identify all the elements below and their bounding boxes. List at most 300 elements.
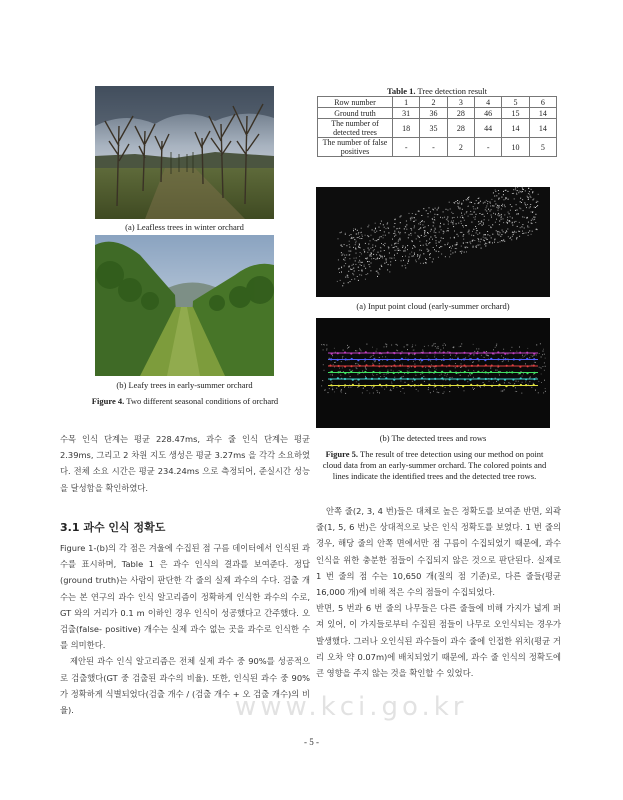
point-cloud-point: [376, 351, 377, 352]
point-cloud-point: [468, 375, 469, 376]
point-cloud-point: [379, 268, 380, 269]
point-cloud-point: [460, 232, 461, 233]
point-cloud-point: [360, 262, 361, 263]
point-cloud-point: [523, 373, 524, 374]
point-cloud-point: [359, 246, 360, 247]
detected-tree-point: [421, 371, 423, 373]
detected-tree-point: [393, 372, 395, 374]
point-cloud-point: [399, 228, 400, 229]
point-cloud-point: [467, 247, 468, 248]
point-cloud-point: [510, 204, 511, 205]
detected-tree-point: [463, 352, 465, 354]
point-cloud-point: [382, 386, 383, 387]
point-cloud-point: [524, 356, 525, 357]
point-cloud-point: [445, 373, 446, 374]
point-cloud-point: [528, 199, 529, 200]
point-cloud-point: [495, 222, 496, 223]
point-cloud-point: [508, 236, 509, 237]
point-cloud-point: [461, 232, 462, 233]
point-cloud-point: [527, 197, 528, 198]
point-cloud-point: [427, 232, 428, 233]
detected-tree-point: [337, 359, 339, 361]
point-cloud-point: [385, 344, 386, 345]
point-cloud-point: [433, 345, 434, 346]
point-cloud-point: [476, 232, 477, 233]
point-cloud-point: [378, 252, 379, 253]
point-cloud-point: [360, 238, 361, 239]
point-cloud-point: [350, 376, 351, 377]
point-cloud-point: [400, 232, 401, 233]
point-cloud-point: [456, 244, 457, 245]
point-cloud-point: [510, 383, 511, 384]
table-row-label: The number of false positives: [318, 138, 393, 157]
detected-tree-point: [378, 378, 380, 380]
point-cloud-point: [361, 270, 362, 271]
point-cloud-point: [496, 381, 497, 382]
point-cloud-point: [488, 220, 489, 221]
point-cloud-point: [361, 228, 362, 229]
point-cloud-point: [468, 231, 469, 232]
point-cloud-point: [365, 279, 366, 280]
point-cloud-point: [484, 244, 485, 245]
point-cloud-point: [481, 221, 482, 222]
point-cloud-point: [525, 363, 526, 364]
point-cloud-point: [342, 254, 343, 255]
point-cloud-point: [407, 263, 408, 264]
point-cloud-point: [459, 202, 460, 203]
detected-tree-point: [421, 377, 423, 379]
point-cloud-point: [483, 237, 484, 238]
paragraph: 반면, 5 번과 6 번 줄의 나무들은 다른 줄들에 비해 가지가 넓게 퍼져 있어, 이 가지들로부터 수집된 점들이 나무로 오인식되는 경우가 발생했다. 그러나 오인식된 과수들이 과수 줄에 인접한 위치(평균 거리 오차 약 0.07m)에 배치되었기 때문에, 과수 줄 인식의 정확도에 큰 영향을 주지 않는 것을 확인할 수 있었다.: [316, 603, 561, 679]
point-cloud-point: [361, 269, 362, 270]
detected-tree-point: [344, 365, 346, 367]
point-cloud-point: [501, 197, 502, 198]
detected-tree-point: [350, 371, 352, 373]
detected-tree-point: [373, 358, 375, 360]
table-1-title-text: Tree detection result: [417, 86, 488, 96]
point-cloud-point: [483, 203, 484, 204]
point-cloud-point: [375, 228, 376, 229]
point-cloud-point: [424, 234, 425, 235]
detected-tree-point: [364, 358, 366, 360]
point-cloud-point: [406, 229, 407, 230]
point-cloud-point: [516, 351, 517, 352]
point-cloud-point: [373, 239, 374, 240]
point-cloud-point: [434, 217, 435, 218]
point-cloud-point: [531, 387, 532, 388]
point-cloud-point: [516, 381, 517, 382]
point-cloud-point: [426, 244, 427, 245]
point-cloud-point: [374, 249, 375, 250]
point-cloud-point: [526, 207, 527, 208]
detected-tree-point: [393, 385, 395, 387]
point-cloud-point: [491, 227, 492, 228]
point-cloud-point: [386, 228, 387, 229]
point-cloud-point: [334, 367, 335, 368]
point-cloud-point: [386, 259, 387, 260]
point-cloud-point: [489, 241, 490, 242]
point-cloud-point: [358, 247, 359, 248]
point-cloud-point: [440, 225, 441, 226]
point-cloud-point: [369, 393, 370, 394]
detected-tree-point: [477, 358, 479, 360]
detected-tree-point: [435, 365, 437, 367]
point-cloud-point: [527, 196, 528, 197]
point-cloud-point: [408, 237, 409, 238]
point-cloud-point: [469, 230, 470, 231]
point-cloud-point: [359, 348, 360, 349]
point-cloud-point: [391, 382, 392, 383]
point-cloud-point: [433, 391, 434, 392]
point-cloud-point: [463, 234, 464, 235]
point-cloud-point: [348, 282, 349, 283]
detected-tree-point: [414, 378, 416, 380]
point-cloud-point: [323, 364, 324, 365]
point-cloud-point: [463, 239, 464, 240]
point-cloud-point: [484, 238, 485, 239]
point-cloud-point: [373, 393, 374, 394]
point-cloud-point: [340, 280, 341, 281]
point-cloud-point: [353, 247, 354, 248]
point-cloud-point: [369, 256, 370, 257]
point-cloud-point: [342, 358, 343, 359]
point-cloud-point: [358, 267, 359, 268]
point-cloud-point: [478, 245, 479, 246]
detected-tree-point: [385, 365, 387, 367]
point-cloud-point: [484, 216, 485, 217]
point-cloud-point: [391, 345, 392, 346]
point-cloud-point: [361, 238, 362, 239]
point-cloud-point: [501, 205, 502, 206]
detected-tree-point: [449, 384, 451, 386]
point-cloud-point: [400, 391, 401, 392]
point-cloud-point: [514, 198, 515, 199]
point-cloud-point: [491, 215, 492, 216]
table-row-label: Ground truth: [318, 108, 393, 119]
point-cloud-point: [435, 235, 436, 236]
point-cloud-point: [458, 236, 459, 237]
point-cloud-point: [412, 213, 413, 214]
point-cloud-point: [495, 214, 496, 215]
point-cloud-point: [345, 263, 346, 264]
point-cloud-point: [484, 357, 485, 358]
point-cloud-point: [379, 357, 380, 358]
detected-rows-image: [316, 318, 550, 428]
point-cloud-point: [348, 277, 349, 278]
point-cloud-point: [528, 235, 529, 236]
detected-tree-point: [469, 353, 471, 355]
point-cloud-point: [501, 216, 502, 217]
point-cloud-point: [477, 234, 478, 235]
point-cloud-point: [352, 269, 353, 270]
point-cloud-point: [503, 360, 504, 361]
point-cloud-point: [438, 346, 439, 347]
point-cloud-point: [398, 248, 399, 249]
point-cloud-point: [360, 349, 361, 350]
point-cloud-point: [355, 229, 356, 230]
point-cloud-point: [490, 367, 491, 368]
point-cloud-point: [439, 375, 440, 376]
point-cloud-point: [507, 217, 508, 218]
point-cloud-point: [466, 251, 467, 252]
point-cloud-point: [426, 245, 427, 246]
table-cell: -: [474, 138, 501, 157]
point-cloud-point: [488, 209, 489, 210]
point-cloud-point: [467, 198, 468, 199]
point-cloud-point: [358, 232, 359, 233]
point-cloud-point: [423, 253, 424, 254]
point-cloud-point: [348, 251, 349, 252]
point-cloud-point: [332, 388, 333, 389]
point-cloud-point: [379, 363, 380, 364]
point-cloud-point: [472, 240, 473, 241]
point-cloud-point: [358, 237, 359, 238]
point-cloud-point: [391, 258, 392, 259]
detected-tree-point: [357, 378, 359, 380]
point-cloud-point: [432, 218, 433, 219]
point-cloud-point: [478, 238, 479, 239]
point-cloud-point: [355, 248, 356, 249]
point-cloud-point: [502, 206, 503, 207]
point-cloud-point: [439, 242, 440, 243]
point-cloud-point: [435, 208, 436, 209]
point-cloud-point: [341, 390, 342, 391]
point-cloud-point: [543, 349, 544, 350]
point-cloud-point: [423, 208, 424, 209]
point-cloud-point: [362, 371, 363, 372]
point-cloud-point: [410, 233, 411, 234]
point-cloud-point: [516, 391, 517, 392]
detected-tree-point: [492, 352, 494, 354]
point-cloud-point: [519, 236, 520, 237]
point-cloud-point: [346, 245, 347, 246]
point-cloud-point: [542, 366, 543, 367]
point-cloud-point: [522, 187, 523, 188]
detected-tree-point: [435, 358, 437, 360]
point-cloud-point: [511, 239, 512, 240]
point-cloud-point: [501, 214, 502, 215]
point-cloud-point: [338, 259, 339, 260]
detected-tree-point: [338, 385, 340, 387]
detected-tree-point: [490, 371, 492, 373]
point-cloud-point: [397, 253, 398, 254]
point-cloud-point: [428, 345, 429, 346]
point-cloud-point: [525, 205, 526, 206]
detected-tree-point: [434, 371, 436, 373]
point-cloud-point: [450, 254, 451, 255]
point-cloud-point: [460, 375, 461, 376]
point-cloud-point: [391, 390, 392, 391]
point-cloud-point: [381, 265, 382, 266]
point-cloud-point: [528, 188, 529, 189]
point-cloud-point: [426, 210, 427, 211]
point-cloud-point: [430, 392, 431, 393]
point-cloud-point: [414, 254, 415, 255]
detected-tree-point: [434, 378, 436, 380]
point-cloud-point: [498, 213, 499, 214]
point-cloud-point: [414, 364, 415, 365]
tree-detection-table: [317, 96, 557, 157]
point-cloud-point: [363, 249, 364, 250]
point-cloud-point: [455, 252, 456, 253]
point-cloud-point: [347, 345, 348, 346]
point-cloud-point: [528, 193, 529, 194]
point-cloud-point: [532, 218, 533, 219]
point-cloud-point: [384, 389, 385, 390]
point-cloud-point: [520, 208, 521, 209]
detected-tree-point: [358, 372, 360, 374]
point-cloud-point: [357, 237, 358, 238]
point-cloud-point: [352, 370, 353, 371]
point-cloud-point: [379, 237, 380, 238]
point-cloud-point: [390, 264, 391, 265]
point-cloud-point: [425, 367, 426, 368]
detected-tree-point: [428, 359, 430, 361]
point-cloud-point: [478, 348, 479, 349]
point-cloud-point: [371, 263, 372, 264]
point-cloud-point: [445, 256, 446, 257]
point-cloud-point: [497, 207, 498, 208]
point-cloud-point: [532, 231, 533, 232]
point-cloud-point: [343, 259, 344, 260]
point-cloud-point: [362, 236, 363, 237]
point-cloud-point: [433, 225, 434, 226]
point-cloud-point: [420, 263, 421, 264]
point-cloud-point: [407, 349, 408, 350]
point-cloud-point: [519, 347, 520, 348]
point-cloud-point: [427, 249, 428, 250]
point-cloud-point: [428, 216, 429, 217]
point-cloud-point: [460, 221, 461, 222]
point-cloud-point: [400, 222, 401, 223]
point-cloud-point: [443, 355, 444, 356]
point-cloud-point: [424, 230, 425, 231]
point-cloud-point: [359, 274, 360, 275]
point-cloud-point: [408, 261, 409, 262]
point-cloud-point: [494, 201, 495, 202]
point-cloud-point: [523, 357, 524, 358]
point-cloud-point: [417, 256, 418, 257]
point-cloud-point: [461, 343, 462, 344]
point-cloud-point: [355, 350, 356, 351]
detected-tree-point: [498, 384, 500, 386]
detected-tree-point: [519, 359, 521, 361]
point-cloud-point: [326, 348, 327, 349]
detected-tree-point: [344, 378, 346, 380]
point-cloud-point: [365, 235, 366, 236]
point-cloud-point: [380, 247, 381, 248]
point-cloud-point: [523, 210, 524, 211]
point-cloud-point: [507, 229, 508, 230]
detected-tree-point: [533, 365, 535, 367]
detected-tree-point: [365, 364, 367, 366]
point-cloud-point: [530, 377, 531, 378]
point-cloud-point: [499, 375, 500, 376]
detected-tree-point: [385, 384, 387, 386]
point-cloud-point: [386, 374, 387, 375]
point-cloud-point: [383, 235, 384, 236]
detected-tree-point: [449, 358, 451, 360]
point-cloud-point: [486, 211, 487, 212]
point-cloud-point: [489, 235, 490, 236]
point-cloud-point: [417, 255, 418, 256]
detected-tree-point: [533, 378, 535, 380]
point-cloud-point: [491, 199, 492, 200]
point-cloud-point: [487, 239, 488, 240]
point-cloud-point: [522, 233, 523, 234]
point-cloud-point: [371, 258, 372, 259]
point-cloud-point: [477, 208, 478, 209]
point-cloud-point: [442, 217, 443, 218]
point-cloud-point: [454, 237, 455, 238]
point-cloud-point: [326, 345, 327, 346]
detected-tree-point: [526, 358, 528, 360]
point-cloud-point: [480, 387, 481, 388]
point-cloud-point: [502, 361, 503, 362]
point-cloud-point: [398, 250, 399, 251]
point-cloud-point: [407, 344, 408, 345]
point-cloud-point: [367, 258, 368, 259]
point-cloud-point: [537, 229, 538, 230]
point-cloud-point: [455, 367, 456, 368]
point-cloud-point: [347, 275, 348, 276]
point-cloud-point: [523, 189, 524, 190]
detected-tree-point: [407, 359, 409, 361]
point-cloud-point: [450, 209, 451, 210]
point-cloud-point: [414, 253, 415, 254]
point-cloud-point: [508, 212, 509, 213]
detected-tree-point: [428, 384, 430, 386]
point-cloud-point: [510, 237, 511, 238]
point-cloud-point: [365, 376, 366, 377]
point-cloud-point: [437, 392, 438, 393]
point-cloud-point: [509, 371, 510, 372]
table-1-title: [317, 86, 557, 96]
point-cloud-point: [334, 391, 335, 392]
point-cloud-point: [390, 389, 391, 390]
point-cloud-point: [533, 217, 534, 218]
detected-tree-point: [505, 385, 507, 387]
detected-tree-point: [331, 353, 333, 355]
point-cloud-point: [439, 232, 440, 233]
point-cloud-point: [520, 198, 521, 199]
detected-tree-point: [477, 377, 479, 379]
point-cloud-point: [535, 214, 536, 215]
point-cloud-point: [512, 232, 513, 233]
point-cloud-point: [398, 243, 399, 244]
point-cloud-point: [476, 228, 477, 229]
detected-tree-point: [344, 352, 346, 354]
point-cloud-point: [367, 235, 368, 236]
point-cloud-point: [437, 209, 438, 210]
point-cloud-point: [467, 381, 468, 382]
point-cloud-point: [375, 259, 376, 260]
point-cloud-point: [539, 353, 540, 354]
point-cloud-point: [345, 277, 346, 278]
point-cloud-point: [421, 215, 422, 216]
point-cloud-point: [452, 222, 453, 223]
point-cloud-point: [497, 215, 498, 216]
point-cloud-point: [527, 354, 528, 355]
point-cloud-point: [372, 347, 373, 348]
point-cloud-point: [439, 351, 440, 352]
point-cloud-point: [519, 231, 520, 232]
detected-tree-point: [448, 365, 450, 367]
point-cloud-point: [537, 205, 538, 206]
detected-tree-point: [393, 359, 395, 361]
point-cloud-point: [413, 245, 414, 246]
point-cloud-point: [534, 362, 535, 363]
